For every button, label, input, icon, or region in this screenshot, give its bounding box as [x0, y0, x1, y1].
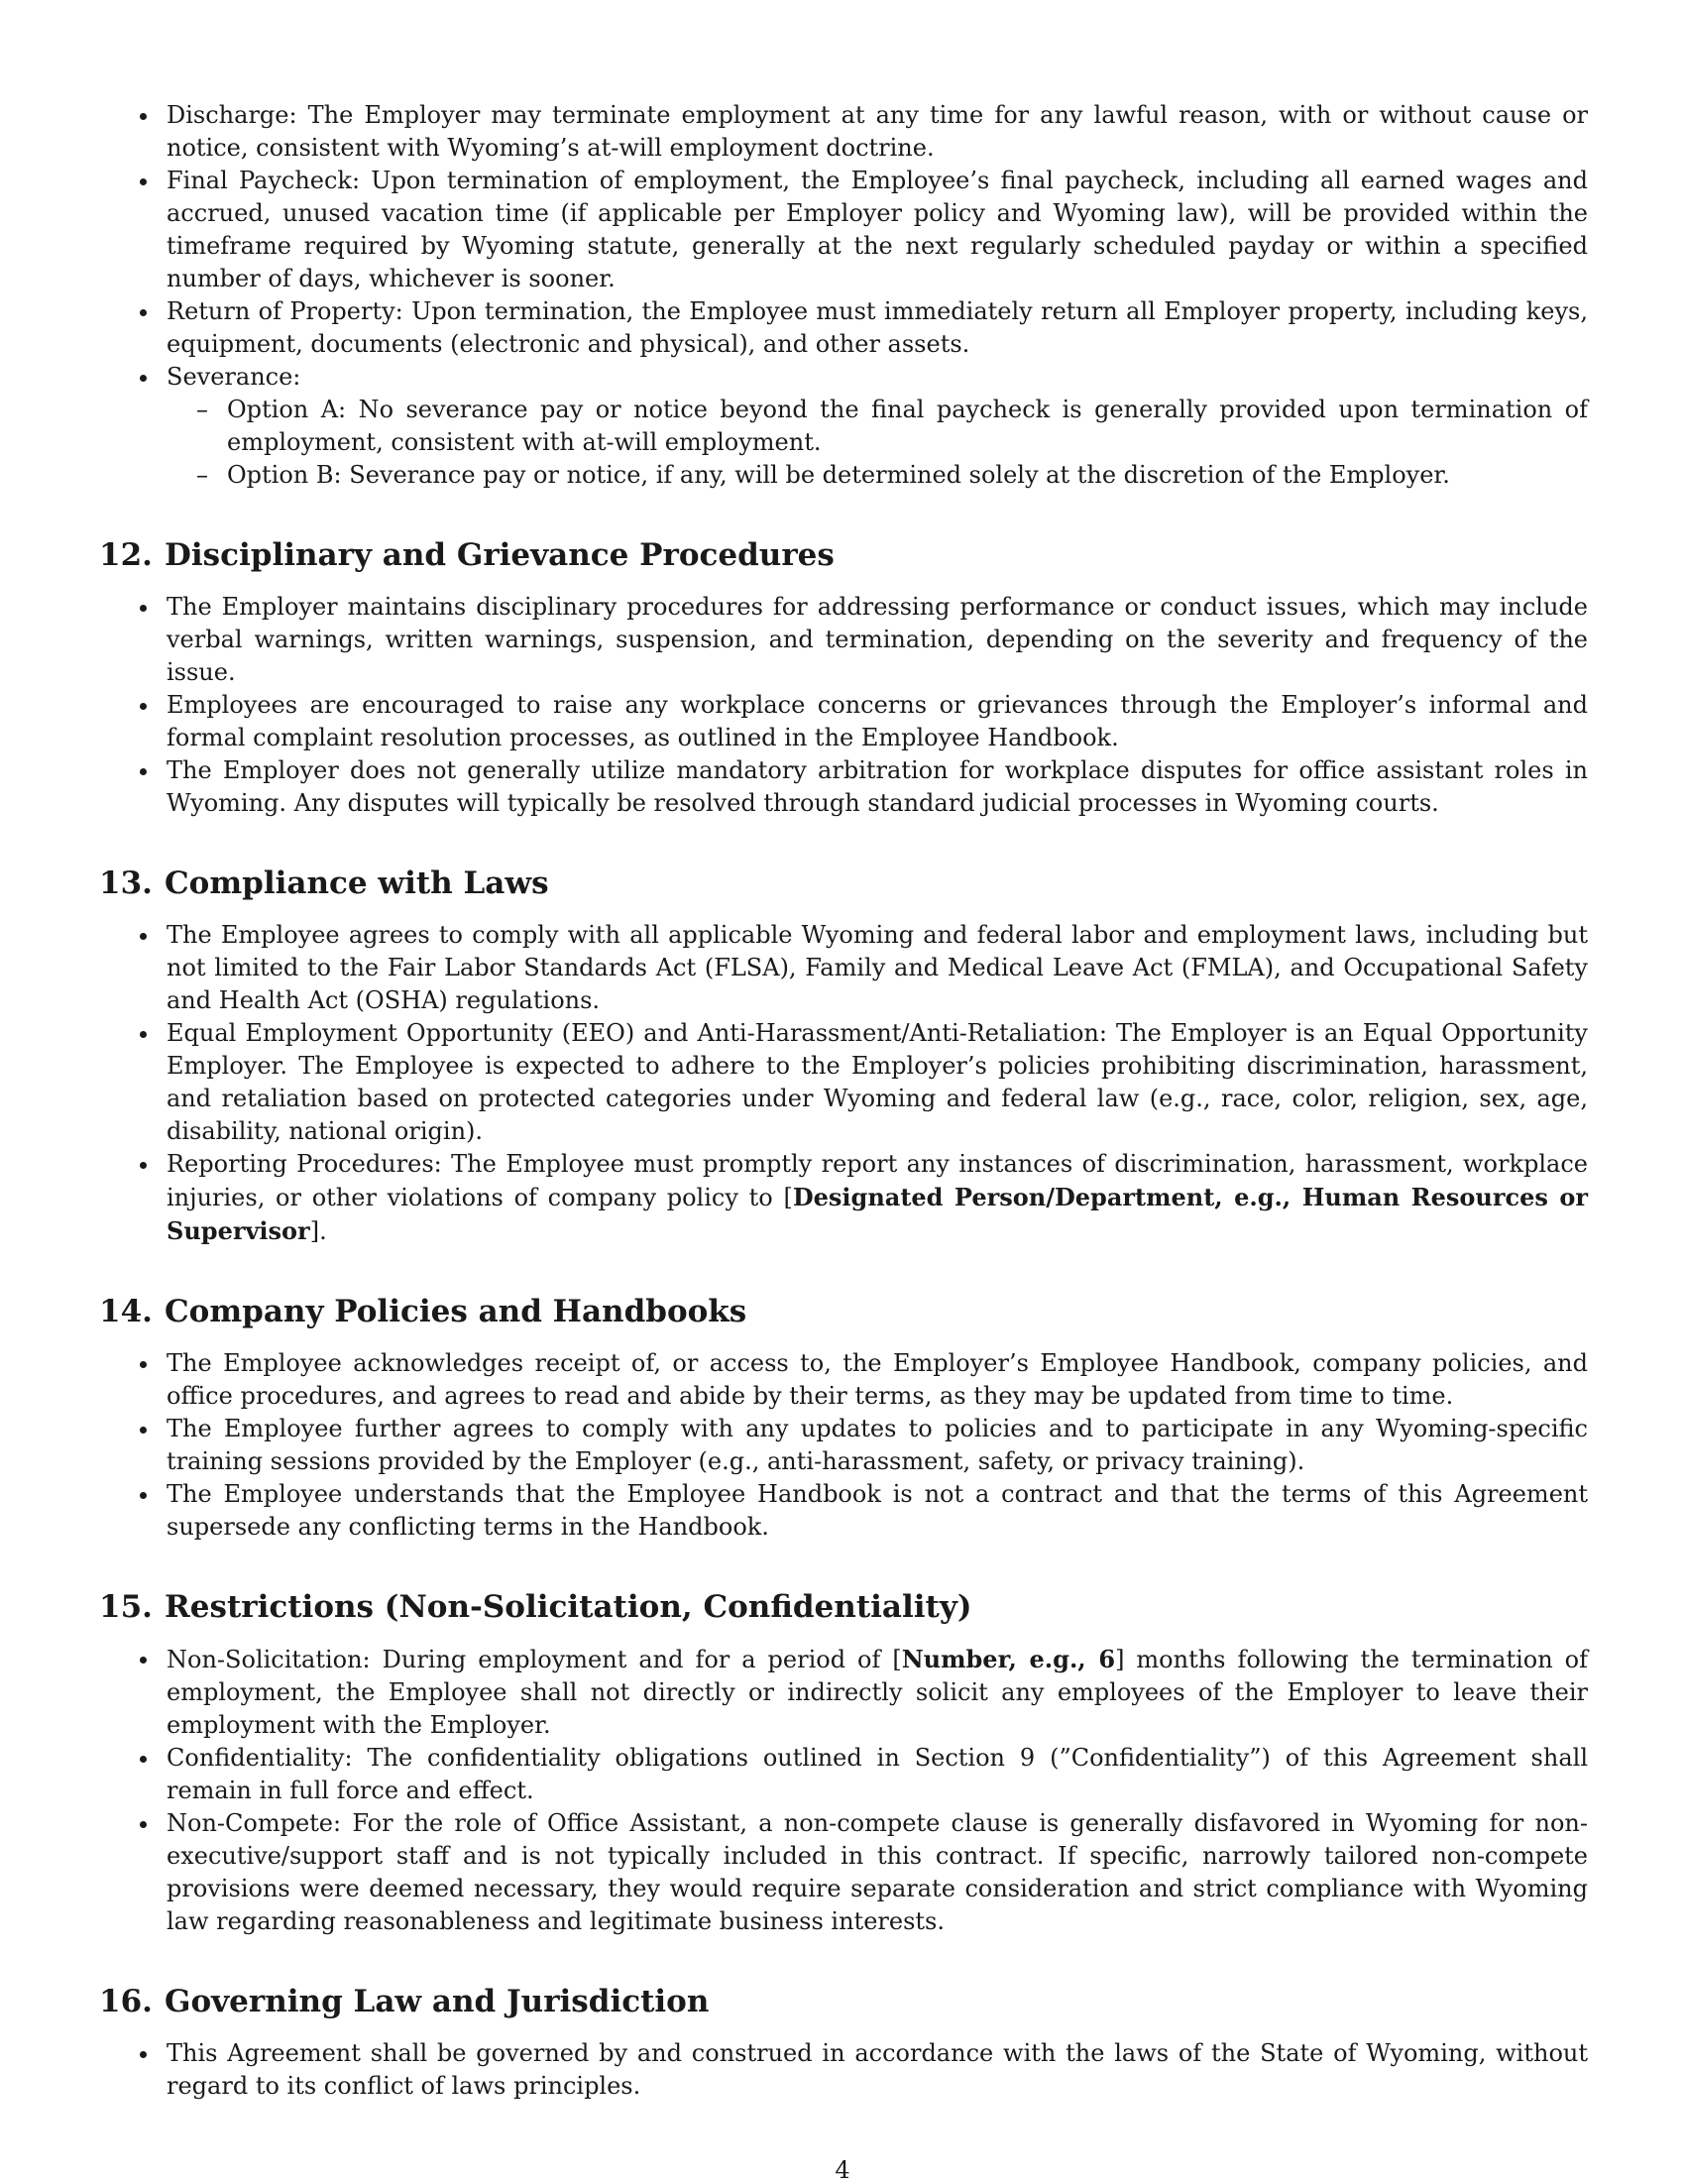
dash-icon: – — [196, 461, 208, 489]
section-heading: 12. Disciplinary and Grievance Procedures — [99, 537, 835, 573]
bullet-icon — [140, 768, 147, 775]
list-item: Non-Solicitation: During employment and for a period of [Number, e.g., 6] months following the termination of employment, the Employee shall not directly or indirectly solicit any employees of the Employer to leave their employment with the Employer. — [99, 1643, 1588, 1742]
list-item: Final Paycheck: Upon termination of employment, the Employee’s final paycheck, including all earned wages and accrued, unused vacation time (if applicable per Employer policy and Wyoming law), will be provided within the timeframe required by Wyoming statute, generally at the next regularly scheduled payday or within a specified number of days, whichever is sooner. — [99, 165, 1588, 295]
section-13 — [99, 863, 1588, 1248]
list-item: The Employee acknowledges receipt of, or access to, the Employer’s Employee Handbook, company policies, and office procedures, and agrees to read and abide by their terms, as they may be updated from time to time. — [99, 1347, 1588, 1413]
section-heading: 13. Compliance with Laws — [99, 865, 549, 901]
bullet-icon — [140, 1821, 147, 1828]
termination-list — [99, 99, 1588, 492]
list-item: Equal Employment Opportunity (EEO) and Anti-Harassment/Anti-Retaliation: The Employer is an Equal Opportunity Employer. The Employee is expected to adhere to the Employer’s policies prohibiting discrimination, harassment, and retaliation based on protected categories under Wyoming and federal law (e.g., race, color, religion, sex, age, disability, national origin). — [99, 1017, 1588, 1148]
bullet-icon — [140, 113, 147, 120]
bullet-icon — [140, 1657, 147, 1664]
section-16 — [99, 1982, 1588, 2103]
list-item: Discharge: The Employer may terminate employment at any time for any lawful reason, with or without cause or notice, consistent with Wyoming’s at-will employment doctrine. — [99, 99, 1588, 165]
list-item: The Employee understands that the Employee Handbook is not a contract and that the terms of this Agreement supersede any conflicting terms in the Handbook. — [99, 1478, 1588, 1544]
list-item: Employees are encouraged to raise any workplace concerns or grievances through the Employer’s informal and formal complaint resolution processes, as outlined in the Employee Handbook. — [99, 689, 1588, 754]
list-item: The Employer does not generally utilize mandatory arbitration for workplace disputes for office assistant roles in Wyoming. Any disputes will typically be resolved through standard judicial processes in Wyoming courts. — [99, 754, 1588, 820]
bullet-icon — [140, 178, 147, 185]
bullet-icon — [140, 1492, 147, 1499]
bullet-icon — [140, 375, 147, 382]
list-item: The Employee agrees to comply with all applicable Wyoming and federal labor and employment laws, including but not limited to the Fair Labor Standards Act (FLSA), Family and Medical Leave Act (FMLA), and Occupational Safety and Health Act (OSHA) regulations. — [99, 919, 1588, 1017]
list-item: This Agreement shall be governed by and construed in accordance with the laws of the State of Wyoming, without regard to its conflict of laws principles. — [99, 2037, 1588, 2103]
bullet-icon — [140, 1756, 147, 1763]
section-heading: 14. Company Policies and Handbooks — [99, 1294, 747, 1329]
document-page — [99, 99, 1588, 2103]
severance-options — [167, 394, 1588, 492]
list-item: The Employer maintains disciplinary procedures for addressing performance or conduct issues, which may include verbal warnings, written warnings, suspension, and termination, depending on the severity and frequency of the issue. — [99, 591, 1588, 689]
list-item: Non-Compete: For the role of Office Assistant, a non-compete clause is generally disfavored in Wyoming for non-executive/support staff and is not typically included in this contract. If specific, narrowly tailored non-compete provisions were deemed necessary, they would require separate consideration and strict compliance with Wyoming law regarding reasonableness and legitimate business interests. — [99, 1807, 1588, 1938]
bullet-icon — [140, 605, 147, 612]
bullet-icon — [140, 1162, 147, 1169]
section-15 — [99, 1587, 1588, 1938]
list-item: Reporting Procedures: The Employee must promptly report any instances of discrimination, harassment, workplace injuries, or other violations of company policy to [Designated Person/Department, e.g., Human Resources or Supervisor]. — [99, 1148, 1588, 1248]
bullet-icon — [140, 1427, 147, 1434]
bullet-icon — [140, 1031, 147, 1038]
page-number: 4 — [835, 2156, 850, 2184]
list-item-severance: Severance: – Option A: No severance pay or notice beyond the final paycheck is generally provided upon termination of employment, consistent with at-will employment. – Option B: Severance pay or notice, if any, will be determined solely at the discretion of the Employer. — [99, 361, 1588, 492]
list-item: Return of Property: Upon termination, the Employee must immediately return all Employer property, including keys, equipment, documents (electronic and physical), and other assets. — [99, 295, 1588, 361]
section-heading: 15. Restrictions (Non-Solicitation, Confidentiality) — [99, 1589, 972, 1625]
section-14 — [99, 1292, 1588, 1544]
severance-option: – Option A: No severance pay or notice beyond the final paycheck is generally provided upon termination of employment, consistent with at-will employment. — [196, 396, 1588, 456]
severance-option: – Option B: Severance pay or notice, if any, will be determined solely at the discretion of the Employer. — [167, 459, 1588, 492]
bullet-icon — [140, 703, 147, 710]
bullet-icon — [140, 309, 147, 316]
bullet-icon — [140, 2051, 147, 2058]
dash-icon: – — [196, 396, 208, 423]
list-item: Confidentiality: The confidentiality obligations outlined in Section 9 (”Confidentiality”) of this Agreement shall remain in full force and effect. — [99, 1742, 1588, 1807]
bullet-icon — [140, 933, 147, 940]
section-12 — [99, 535, 1588, 820]
bullet-icon — [140, 1361, 147, 1368]
section-heading: 16. Governing Law and Jurisdiction — [99, 1984, 710, 2019]
list-item: The Employee further agrees to comply with any updates to policies and to participate in any Wyoming-specific training sessions provided by the Employer (e.g., anti-harassment, safety, or privacy training). — [99, 1413, 1588, 1478]
